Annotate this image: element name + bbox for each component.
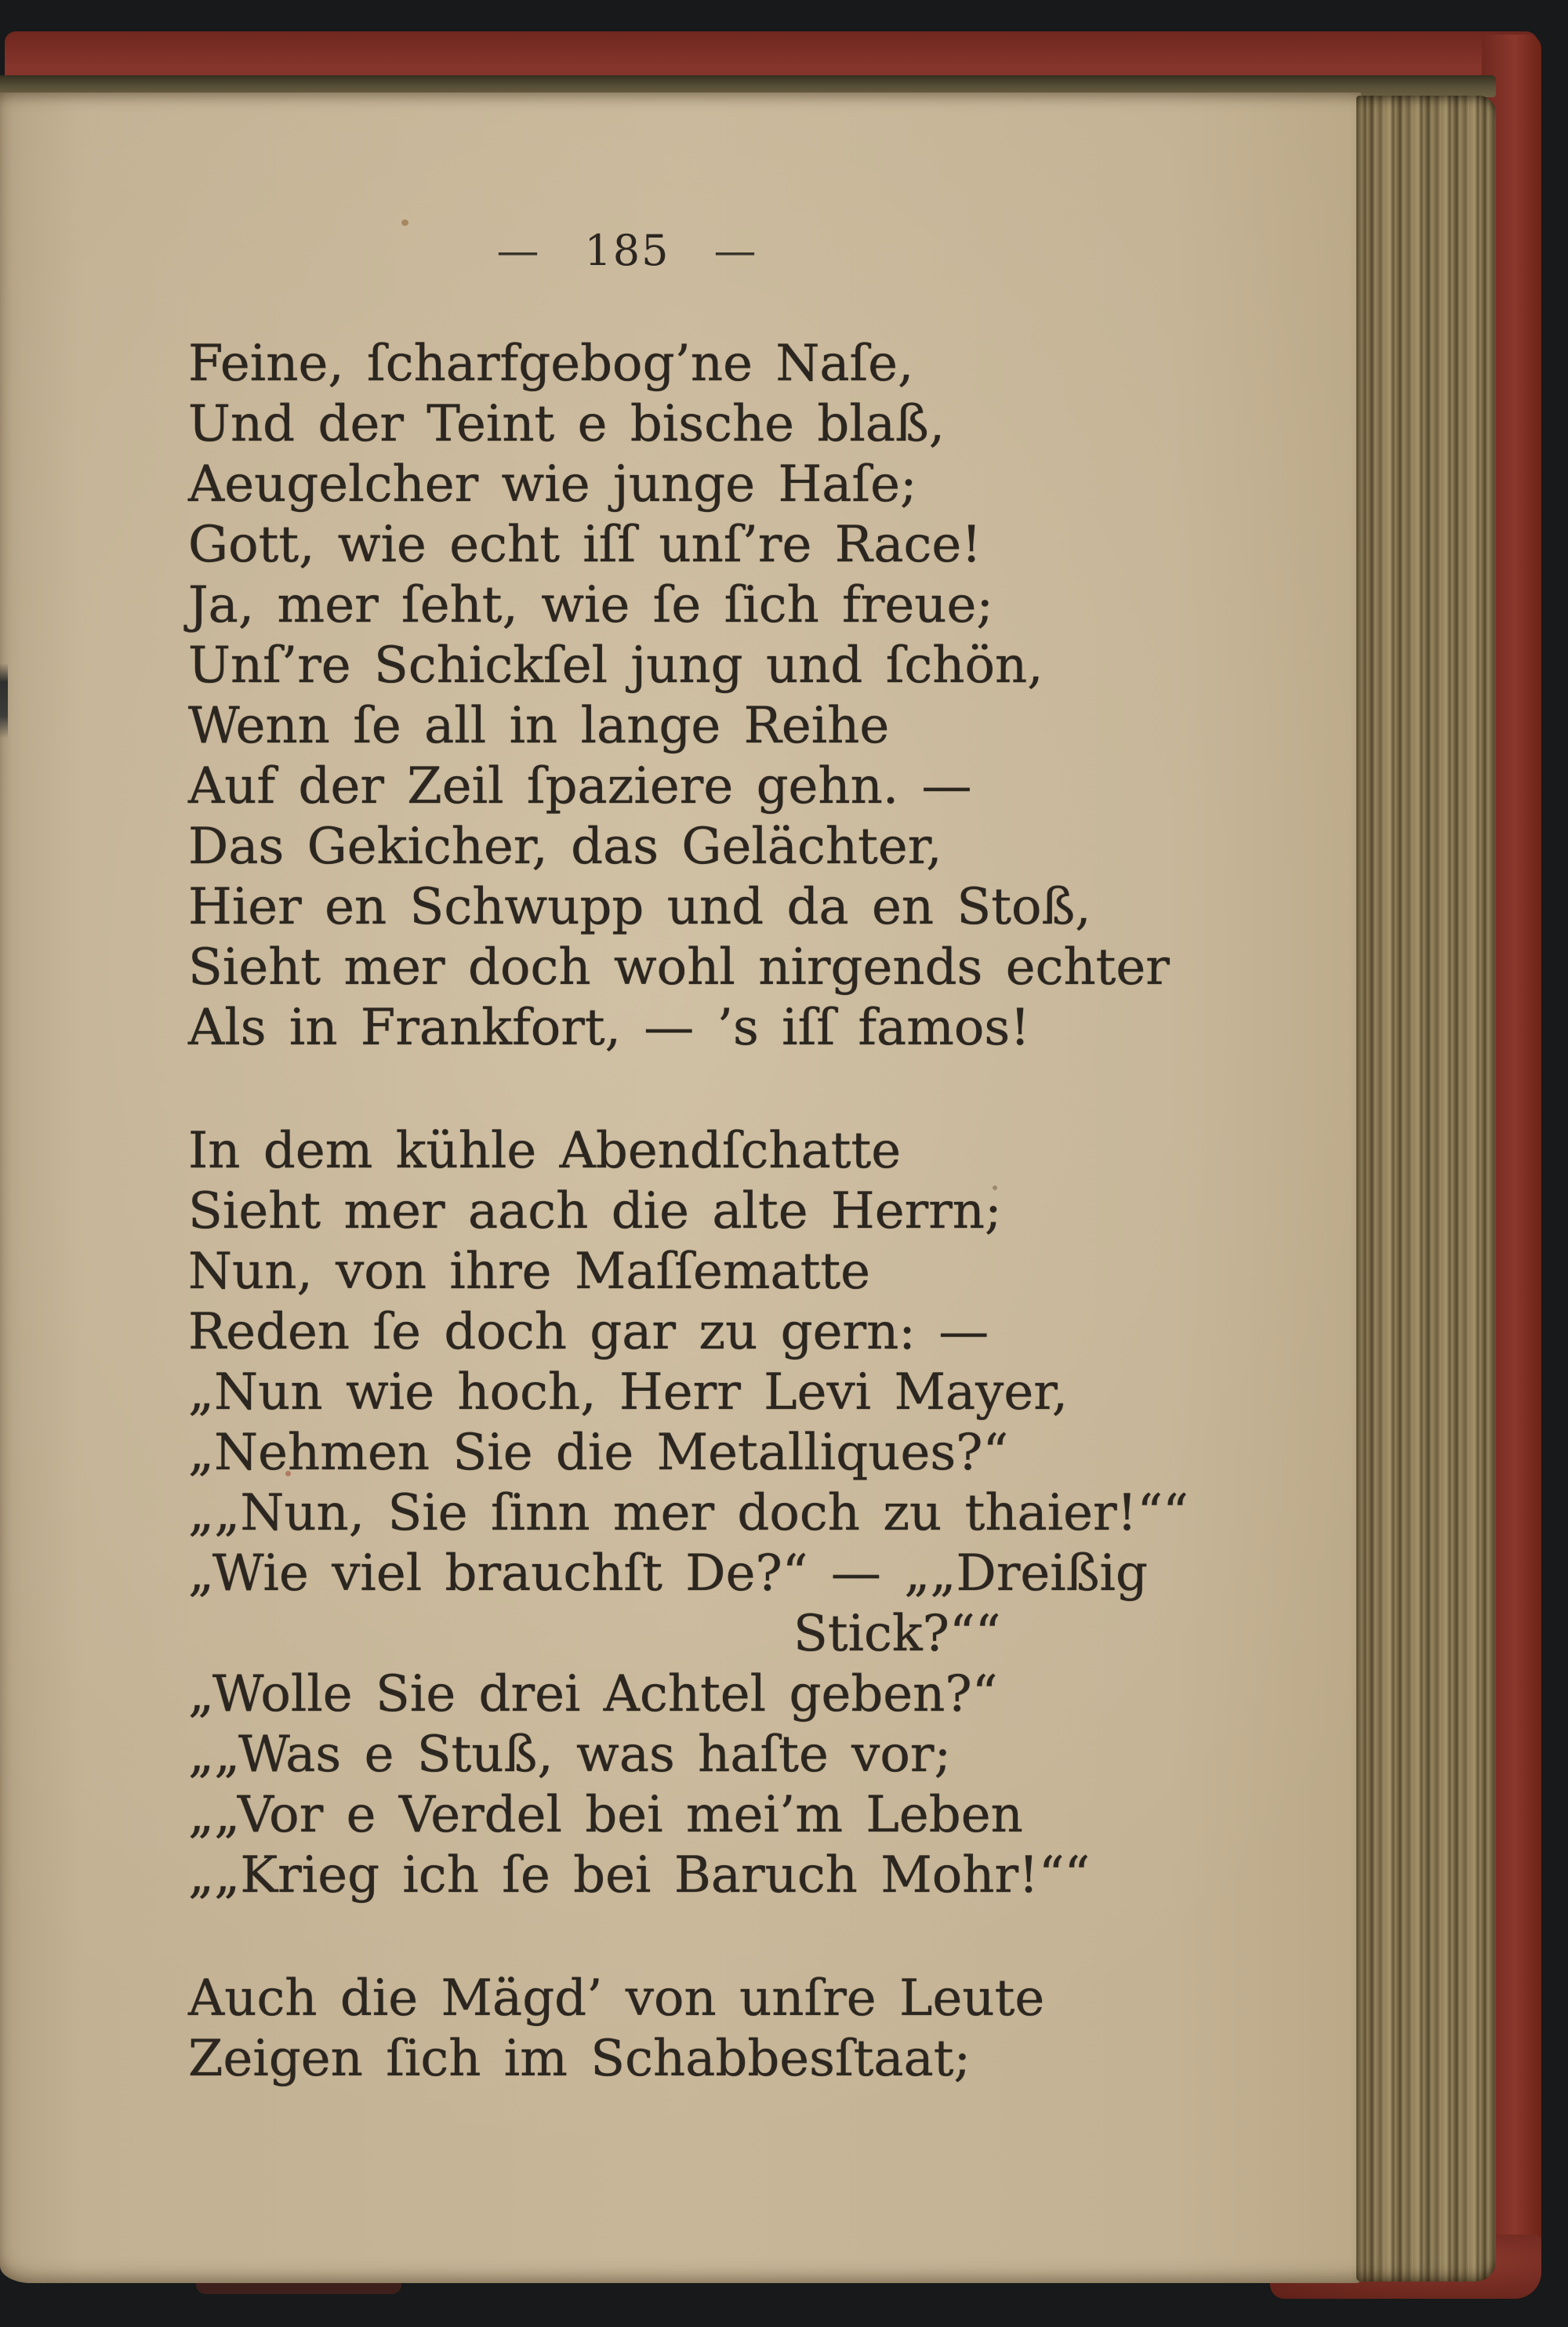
poem-line: In dem kühle Abendſchatte [188,1122,902,1180]
poem-line: Sieht mer aach die alte Herrn; [188,1182,1002,1240]
poem-line: „„Krieg ich ſe bei Baruch Mohr!““ [188,1846,1091,1904]
poem-line: „Wie viel brauchſt De?“ — „„Dreißig [188,1545,1148,1603]
poem-line: „„Nun, Sie ſinn mer doch zu thaier!““ [188,1484,1189,1542]
stanza [188,1121,1189,1906]
poem [188,334,1189,2089]
poem-line: Aeugelcher wie junge Haſe; [188,456,917,514]
scan-smudge [0,663,8,739]
poem-line: „Nehmen Sie die Metalliques?“ [188,1424,1009,1482]
page-header [0,226,1254,275]
poem-line: Hier en Schwupp und da en Stoß, [188,878,1091,936]
poem-line: Ja, mer ſeht, wie ſe ſich freue; [188,576,993,634]
poem-line: „Nun wie hoch, Herr Levi Mayer, [188,1363,1069,1421]
poem-line: Sieht mer doch wohl nirgends echter [188,938,1170,997]
poem-line: Nun, von ihre Maſſematte [188,1243,870,1301]
stanza [188,334,1189,1058]
poem-line: „Wolle Sie drei Achtel geben?“ [188,1665,998,1723]
poem-line: Unſ’re Schickſel jung und ſchön, [188,637,1044,695]
header-dash-left: — [496,226,541,275]
page-number: 185 [584,226,670,275]
page-block-fore-edge [1356,96,1496,2282]
poem-line: „„Vor e Verdel bei mei’m Leben [188,1786,1023,1844]
poem-line: Auch die Mägd’ von unſre Leute [188,1969,1045,2028]
poem-line: Als in Frankfort, — ’s iſſ famos! [188,999,1030,1057]
poem-line: Zeigen ſich im Schabbesſtaat; [188,2030,971,2088]
poem-line: „„Was e Stuß, was haſte vor; [188,1726,951,1784]
poem-line: Auf der Zeil ſpaziere gehn. — [188,757,972,815]
header-dash-right: — [713,226,758,275]
poem-line: Reden ſe doch gar zu gern: — [188,1303,989,1361]
poem-line: Wenn ſe all in lange Reihe [188,697,890,755]
poem-line: Gott, wie echt iſſ unſ’re Race! [188,516,982,574]
poem-line: Stick?““ [793,1605,1001,1663]
poem-line: Das Gekicher, das Gelächter, [188,818,942,876]
poem-line: Feine, ſcharfgebog’ne Naſe, [188,335,914,393]
poem-line: Und der Teint e bische blaß, [188,395,946,453]
stanza [188,1969,1189,2089]
paper-speck [401,220,408,226]
